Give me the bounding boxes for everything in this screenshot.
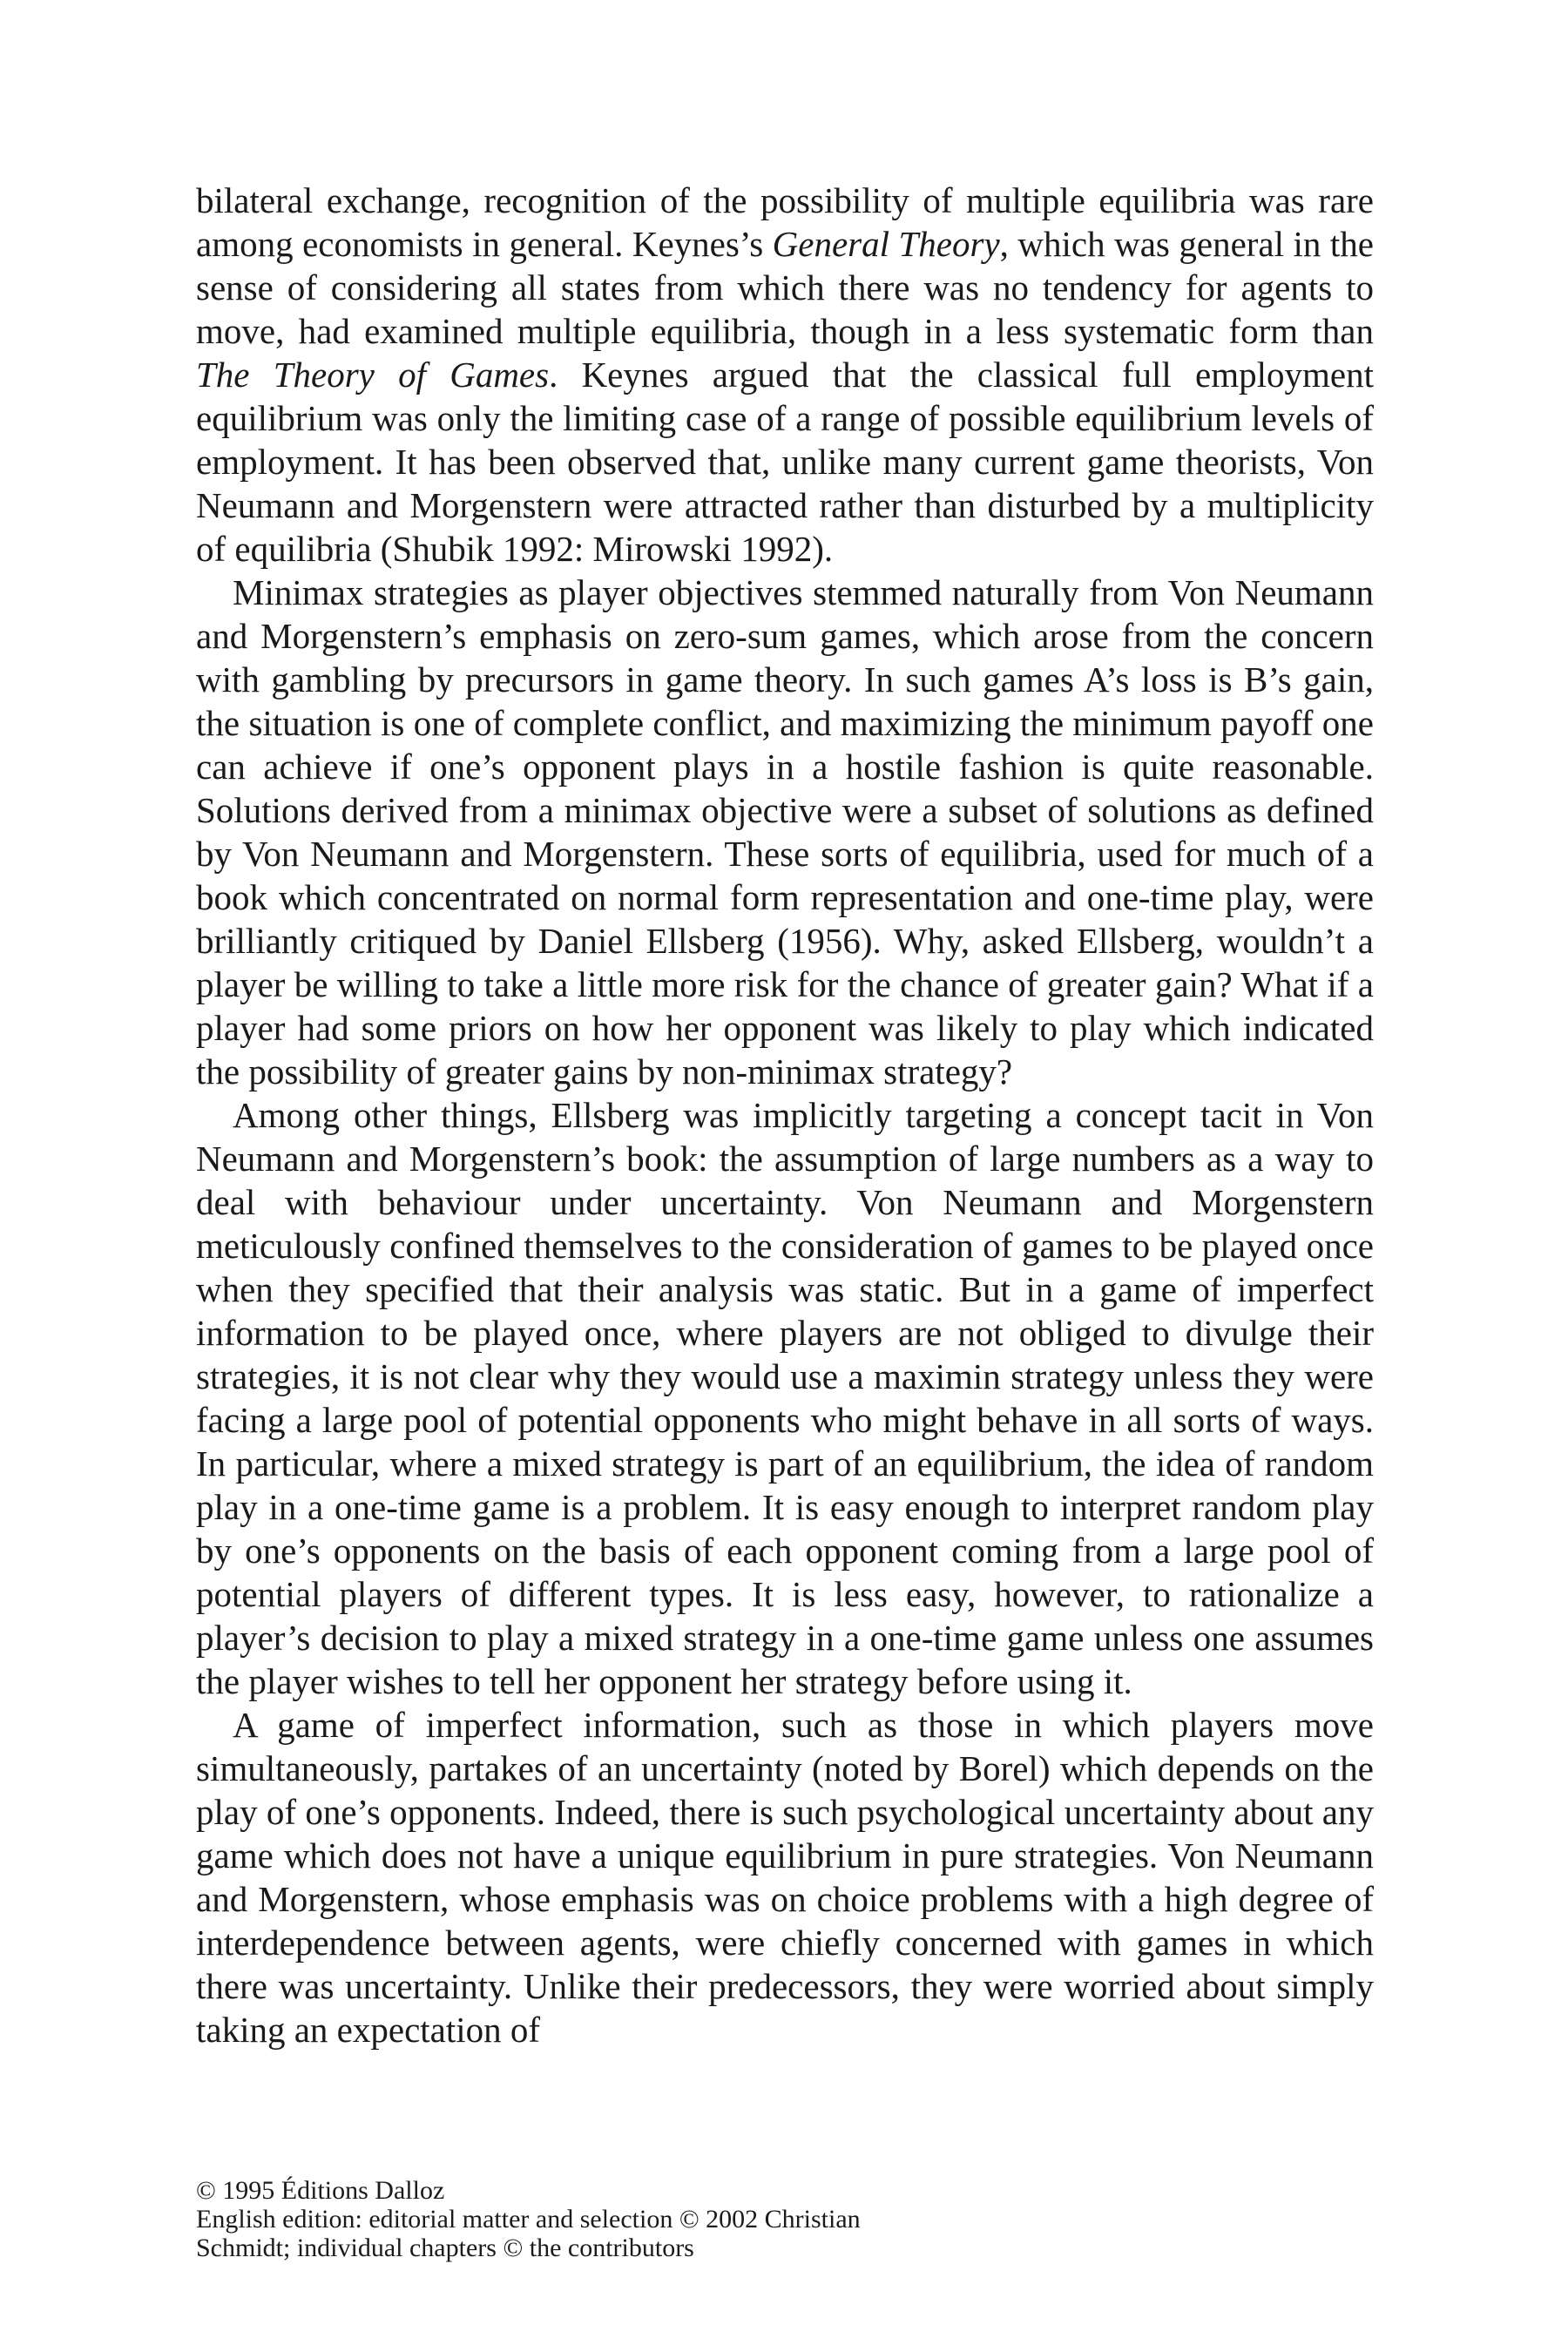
copyright-footer	[196, 2176, 1328, 2262]
text-segment: A game of imperfect information, such as those in which players move simultaneously, partakes of an uncertainty (noted by Borel) which depends on the play of one’s opponents. Indeed, there is such psychological uncertainty about any game which does not have a unique equilibrium in pure strategies. Von Neumann and Morgenstern, whose emphasis was on choice problems with a high degree of interdependence between agents, were chiefly concerned with games in which there was uncertainty. Unlike their predecessors, they were worried about simply taking an expectation of	[196, 1705, 1374, 2050]
paragraph	[196, 1703, 1374, 2051]
italic-title: The Theory of Games	[196, 355, 550, 395]
copyright-line: English edition: editorial matter and selection © 2002 Christian	[196, 2205, 861, 2234]
paragraph	[196, 1093, 1374, 1703]
text-segment: . Keynes argued that the classical full employment equilibrium was only the limiting case of a range of possible equilibrium levels of employment. It has been observed that, unlike many current game theorists, Von Neumann and Morgenstern were attracted rather than disturbed by a multiplicity of equilibria (Shubik 1992: Mirowski 1992).	[196, 355, 1375, 569]
text-segment: Among other things, Ellsberg was implicitly targeting a concept tacit in Von Neumann and Morgenstern’s book: the assumption of large numbers as a way to deal with behaviour under uncertainty. Von Neumann and Morgenstern meticulously confined themselves to the consideration of games to be played once when they specified that their analysis was static. But in a game of imperfect information to be played once, where players are not obliged to divulge their strategies, it is not clear why they would use a maximin strategy unless they were facing a large pool of potential opponents who might behave in all sorts of ways. In particular, where a mixed strategy is part of an equilibrium, the idea of random play in a one-time game is a problem. It is easy enough to interpret random play by one’s opponents on the basis of each opponent coming from a large pool of potential players of different types. It is less easy, however, to rationalize a player’s decision to play a mixed strategy in a one-time game unless one assumes the player wishes to tell her opponent her strategy before using it.	[196, 1095, 1374, 1701]
copyright-line: Schmidt; individual chapters © the contributors	[196, 2234, 694, 2262]
text-segment: Minimax strategies as player objectives stemmed naturally from Von Neumann and Morgenstern’s emphasis on zero-sum games, which arose from the concern with gambling by precursors in game theory. In such games A’s loss is B’s gain, the situation is one of complete conflict, and maximizing the minimum payoff one can achieve if one’s opponent plays in a hostile fashion is quite reasonable. Solutions derived from a minimax objective were a subset of solutions as defined by Von Neumann and Morgenstern. These sorts of equilibria, used for much of a book which concentrated on normal form representation and one-time play, were brilliantly critiqued by Daniel Ellsberg (1956). Why, asked Ellsberg, wouldn’t a player be willing to take a little more risk for the chance of greater gain? What if a player had some priors on how her opponent was likely to play which indicated the possibility of greater gains by non-minimax strategy?	[196, 572, 1374, 1092]
italic-title: General Theory	[772, 224, 1000, 264]
text-segment: , which was general in the sense of considering all states from which there was no tendency for agents to move, had examined multiple equilibria, though in a less systematic form than	[196, 224, 1374, 351]
paragraph	[196, 571, 1374, 1093]
paragraph	[196, 179, 1374, 571]
copyright-line: © 1995 Éditions Dalloz	[196, 2176, 445, 2205]
text-segment: bilateral exchange, recognition of the possibility of multiple equilibria was rare among economists in general. Keynes’s	[196, 180, 1374, 264]
body-text	[196, 179, 1374, 2051]
